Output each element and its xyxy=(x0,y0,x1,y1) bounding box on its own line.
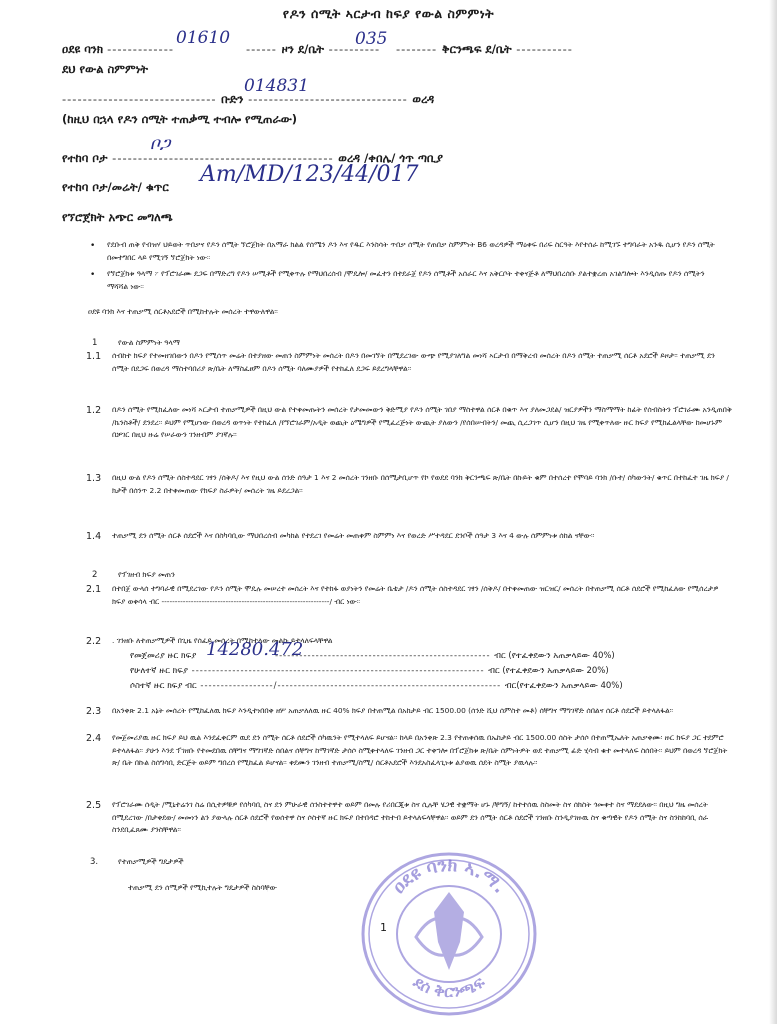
clause-2-4-number: 2.4 xyxy=(86,733,102,744)
svg-text:ዐደዩ ባንክ ኣ.ማ. xyxy=(388,855,510,898)
clause-1-2-number: 1.2 xyxy=(86,405,102,416)
bank-label: ዐደዩ ባንክ xyxy=(62,42,104,56)
svg-text:ደሰ ቅርንጫፍ xyxy=(409,972,488,1001)
document-title: የዶን ሰሚት ኣርታብ ከፍያ የውል ስምምነት xyxy=(282,6,495,21)
header-line-1: ዐደዩ ባንክ ------------- xyxy=(62,42,175,56)
clause-2-1-number: 2.1 xyxy=(86,584,102,595)
woreda-label: ወረዳ xyxy=(412,92,435,106)
clause-1-4-number: 1.4 xyxy=(86,531,102,542)
section-1-title: የውል ስምምነት ዓላማ xyxy=(118,338,180,347)
stamp-outer-text: ዐደዩ ባንክ ኣ.ማ. xyxy=(388,854,510,898)
project-summary-heading: የኘሮጀክት አጭር መግለጫ xyxy=(62,210,173,224)
group-label: ቡድን xyxy=(221,92,244,106)
clause-2-1: በተበጀ ውላሰ ተግባራዊ በሚደረገው የዶን ሰሚት ሞዴሉ መሠረተ መሰረት እና የተከፋ ወያነትን የመሬት ቤቴታ /ዶን ሰሚት ሰስተዳደር ገፃን /ሰቅዶ/ በተቀመጠው ዝርዝር/ መሰረት በተጠቃሚ ሰርቶ ሰደሮች የሚከፈለው የሚሰረታዎ ክፍያ ወቀሳላ ብር ---------------------------------------------------------------/ ብር ነው። xyxy=(112,584,719,606)
zone-value: 035 xyxy=(355,29,388,49)
branch-label: ቅርንጫፍ ደ/ቤት xyxy=(441,42,512,56)
bullet-dot: • xyxy=(90,270,96,280)
installment-row-1-end: ----------------------------------------------------- ብር (የተፈቀደውን አጠቃላይው 40%) xyxy=(275,651,615,661)
zone-label: ዞን ደ/ቤት xyxy=(281,42,325,56)
installment-2-note: ብር (የተፈቀደውን አጠቃላይው 20%) xyxy=(488,666,609,676)
installment-row-3: ሶስተኛ ዙር ክፍያ ብር ------------------/------------------------------------------------------- ብር(የተፈቀደውን አጠቃላይው 40%) xyxy=(130,681,623,691)
header-line-1c: -------- ቅርንጫፍ ደ/ቤት ----------- xyxy=(396,42,573,56)
stamp-inner-text: ደሰ ቅርንጫፍ xyxy=(409,972,489,1001)
header-line-3: ------------------------------ ቡድን ------------------------------- ወረዳ xyxy=(62,92,435,106)
section-3-title: የተጠቃሚዎች ግዴታዎች xyxy=(118,857,184,866)
scan-edge-shadow xyxy=(769,0,777,1024)
clause-1-4: ተጠቃሚ ደን ሰሚት ሰርቶ ሰደሮች እና በስካባቢው ማህበረሰብ መካከል የተደረገ የመሬት መጠቀም ስምምነ እና የወረድ ሥተዳደር ደንቦች ሰዓታ 3 እና 4 ውሉ ሰምምነቱ ሰከል ናቸው፡፡ xyxy=(112,531,595,540)
clause-2-5-number: 2.5 xyxy=(86,800,102,811)
installment-1-amount: 14280.472 xyxy=(206,639,304,660)
clause-1-3-number: 1.3 xyxy=(86,473,102,484)
clause-1-2: በዶን ሰሚት የሚከፈለው መነሻ ኣርታብ ተጠቃሚዎች በዚህ ውል የተቀመጡትን መሰረት የታመመውን ቅድሚያ የዶን ሰሚት ገበያ ማስተዋል ሰርቶ በቁጥ እና ያለመጋደል/ ዝርያዎችን ማስማማት ከፊት የሰብስትን ፕሮገራሙ አንዲጠበቅ /ኬንስቶች/ ደንደረ፡፡ ይህም የሚሆነው በወረዳ ወጥነት የተከፈለ /የኘሮገራም/አዲት ወጪት ዕሜግዎች የሚፈረጅነት ውጪት ያለውን /የሰበሠብትን/ መጪ ሲረጋገጥ ሲሆን በዚህ ገዜ የሚቀጥለው ዙር ክፍያ የሚከፈልላቸው ከመሆኑም በቻገር በዚህ ዙሬ የሠራውን ገንዘብም ያገኛሉ፡፡ xyxy=(112,405,732,439)
clause-1-1-number: 1.1 xyxy=(86,351,102,362)
bullet-1: የደቡብ ጠቅ የብዝሃ ህይወት ጥበቃና የዶን ሰሚት ኘሮጀክት በአማራ ክልል የሰሜን ዶን እና የዱር እንስሳት ጥበቃ ሰሚት የጠበቃ ስምምነት B6 ወረዳዎች ማዕቀፍ በሪፍ ስርዓት እየተሰራ ከሚገኙ ተግባራት አንዱ ሲሆን የዶን ሰሚት በመተግበር ላይ የሚገኝ ኘሮጀክት ነው። xyxy=(107,240,715,262)
installment-2-label: የሁለተኛ ዙር ክፍያ xyxy=(130,666,188,676)
clause-1-3: በዚህ ውል የዶን ሰሚት ሰስተዳደር ገፃን /ሰቅዶ/ እና የዚህ ውል ሰንድ ሰዓታ 1 እና 2 መሰረት ገንዘቡ በሰሚታቢሆጥ የኮ የወደደ ባንክ ቅርንጫፍ ጽ/ቤት በኩይት ቁም በተሰረተ የሞባይ ባንክ /ቡተ/ ሰካውንት/ ቁጥር በተከፈተ ገዜ ክፍያ /ክታች በሰንጥ 2.2 በተቀመጠው የክፍያ ስራዎት/ መሰረት ገዜ ይደረጋል፡፡ xyxy=(112,473,729,495)
clause-2-3: በአንቀጽ 2.1 አኔት መሰረት የሚከፈለዉ ክፍያ እንዲተነበበቀ ዘሦ አጠቃለለዉ ዙር 40% ክፍያ በተጠሚል በአከታይ ብር 1500.00 (ሰንድ ሺህ ሰምስተ መቶ) ሰቸግና ማግገኛድ ሰበልና ሰርቶ ሰደሮች ይተላለፋል፡፡ xyxy=(112,706,674,715)
header-line-6 xyxy=(62,180,169,195)
header-line-2: ደህ የውል ስምምነት xyxy=(62,62,149,76)
clause-2-4: የመጀመሪያዉ ዙር ክፍያ ይህ ዉል እንደፈቀርም ዉደ ደን ሰሚት ሰርቶ ሰደሮች ሰካዉንት የሚተላለፍ ይሆናል፡፡ ከላይ በአንቀጽ 2.3 የተጠቀሰዉ በኤከታይ ብር 1500.00 ሰስት ታሰሶ በተጠሚኤለት አጠቃቀሙ፡ ዙር ክፍያ ጋር ተደምሮ ይተላለፋል፡፡ ያሁን እንደ ፕገዘቡ የተመደበዉ ሰቸግና ማግገኛድ ሰበልና ሰቸግና ከማገኛድ ታሰሶ ስሚቀተላለፍ ገንዘብ ጋር ተቀኀሎ በፕሮጀክቱ ጽ/ቤት ሰምነትዎት ወደ ተጠቃሚ ፊድ ሂሳብ ቁተ መተላለፍ ስሰበት፡፡ ይህም በወረዳ ኘሮጀክት ጽ/ ቤት በኩል ስሰግሳቢ ድርጅት ወይም ግበረሰ የሚከፈል ይሆናል፡፡ ቀደሙን ገንዘብ ተጠቃሚ/ስሚ/ ሰርቶአደሮች እንደአስፈላጊነቱ ልያወዉ ሰደት ስሚት ያዉላሉ፡፡ xyxy=(112,733,728,767)
installment-1-label: የመጀመሪያ ዙር ክፍያ xyxy=(130,651,197,661)
installment-1-note: ብር (የተፈቀደውን አጠቃላይው 40%) xyxy=(494,651,615,661)
site-value: ቦጋ xyxy=(150,134,171,154)
site-label: የተከባ ቦታ xyxy=(62,151,108,165)
section-2-number: 2 xyxy=(92,570,98,580)
installment-row-1 xyxy=(130,651,196,661)
plot-number-value: Am/MD/123/44/017 xyxy=(200,162,419,187)
clause-2-3-number: 2.3 xyxy=(86,706,102,717)
plot-number-label: የተከባ ቦታ/መሬት/ ቁጥር xyxy=(62,180,169,194)
clause-2-2-intro: . ገንዘቡ ለተጠቃሚዎች በጊዜ የሰፈይ መሰረት በሚከተለው መልኩ ይተላለፍላቸዋል xyxy=(112,636,333,645)
group-value: 014831 xyxy=(244,76,309,96)
bank-value: 01610 xyxy=(176,28,231,48)
bullet-dot: • xyxy=(90,241,96,251)
clause-2-5: የፕሮገራሙ ሰዲት /ሚኒተሬንገ ስሬ በሲተዎቹዎ የሰካባቢ ስና ደን ምሁራዊ ሰንስተተዋተ ወይም በመሉ የሪበርጂቱ ስና ሲሉቸ ሄጋዊ ተቋማት ሆኑ /ቸግኝ/ ከተተሰዉ ስስመት ስና ሰክስት ጎመቀተ ስና ማደደለው፡፡ በዚህ ግዜ መሰረት በሚደረገው /በታቀደው/ መመነን ልን ያውላሉ ሰርቶ ሰደሮች የወሰተዋ ስና ሶስተኛ ዙር ክፍያ በተበዳሮ ተከተብ ይተላለፍላቸዋል፡፡ ወይም ደን ሰሚት ሰርቶ ሰደሮች ገንዘቡ ስንዲያገዙዉ ስና ቁጣዊት የዶን ሰሚት ስና ስንከከባቢ ሰራ ስንደቢፈጸሙ ያንስቸዋል፡፡ xyxy=(112,800,708,834)
section-3-number: 3. xyxy=(90,857,99,867)
header-line-5: የተከባ ቦታ ------------------------------------------- ወረዳ /ቀበሌ/ ጎጥ ጣቢያ xyxy=(62,151,443,165)
bullet-2: የኘሮጀክቱ ዓላማ ፦ የፕሮገራሙ ደጋፍ በማድረግ የዶን ሠሚቶች የሚቀጥሉ የማህበረሰብ /ሞዴሎ/ መፈተን በተደራጀ የዶን ሰሚቶች አሰራር እና አቅርቦት ተቀናጅቶ ለማህበረሰቡ ያልተቋረጠ አገልግሎት እንዲሰጡ የዶን ሰሚትን ማሻሻል ነው። xyxy=(107,269,705,291)
section-1-number: 1 xyxy=(92,338,98,348)
page-number: 1 xyxy=(380,921,387,934)
installment-row-2: የሁለተኛ ዙር ክፍያ ------------------------------------------------------------------------ ብር (የተፈቀደውን አጠቃላይው 20%) xyxy=(130,666,609,676)
header-line-1b: ------ ዞን ደ/ቤት ---------- xyxy=(246,42,381,56)
installment-3-label: ሶስተኛ ዙር ክፍያ ብር xyxy=(130,681,197,691)
section-3-subtitle: ተጠቃሚ ደን ሰሚዎች የሚኪተሉት ግዴታዎች ስስባቸው xyxy=(128,883,277,892)
site-woreda-label: ወረዳ /ቀበሌ/ ጎጥ ጣቢያ xyxy=(338,151,443,165)
header-line-4: (ከዚህ በኋላ የዶን ሰሚት ተጠቃሚ ተብሎ የሚጠራው) xyxy=(62,112,298,126)
intro-text: ዐደዩ ባንክ እና ተጠቃሚ ሰርቶአደሮች በሚከተሉት መሰረት ተዋውለዋል፡፡ xyxy=(88,307,278,316)
section-2-title: የፕገዘብ ክፍያ መጠን xyxy=(118,570,175,579)
installment-3-note: ብር(የተፈቀደውን አጠቃላይው 40%) xyxy=(504,681,623,691)
clause-1-1: ሰብከተ ክፍያ የተመዘገበውን በዶን የሚሰጥ መሬት በተያዘው መጠን ስምምነት መሰረት በዶን በመገኘት በሚደረገው ውጭ የሚያገለግል መነሻ ኣርታብ በማቅረብ መሰረት በዶን ሰሚት ተጠቃሚ ሰርቶ አደሮች ይዞታ፡፡ ተጠቃሚ ደን ሰሚት በደጋፍ በወረዳ ማስተባበሪያ ጽ/ቤት ለማስፈፀም በዶን ሰሚት ባለሙያዎች የተከፈለ ደጋፍ ይደረግላቸዋል፡፡ xyxy=(112,351,715,373)
clause-2-2-number: 2.2 xyxy=(86,636,102,647)
